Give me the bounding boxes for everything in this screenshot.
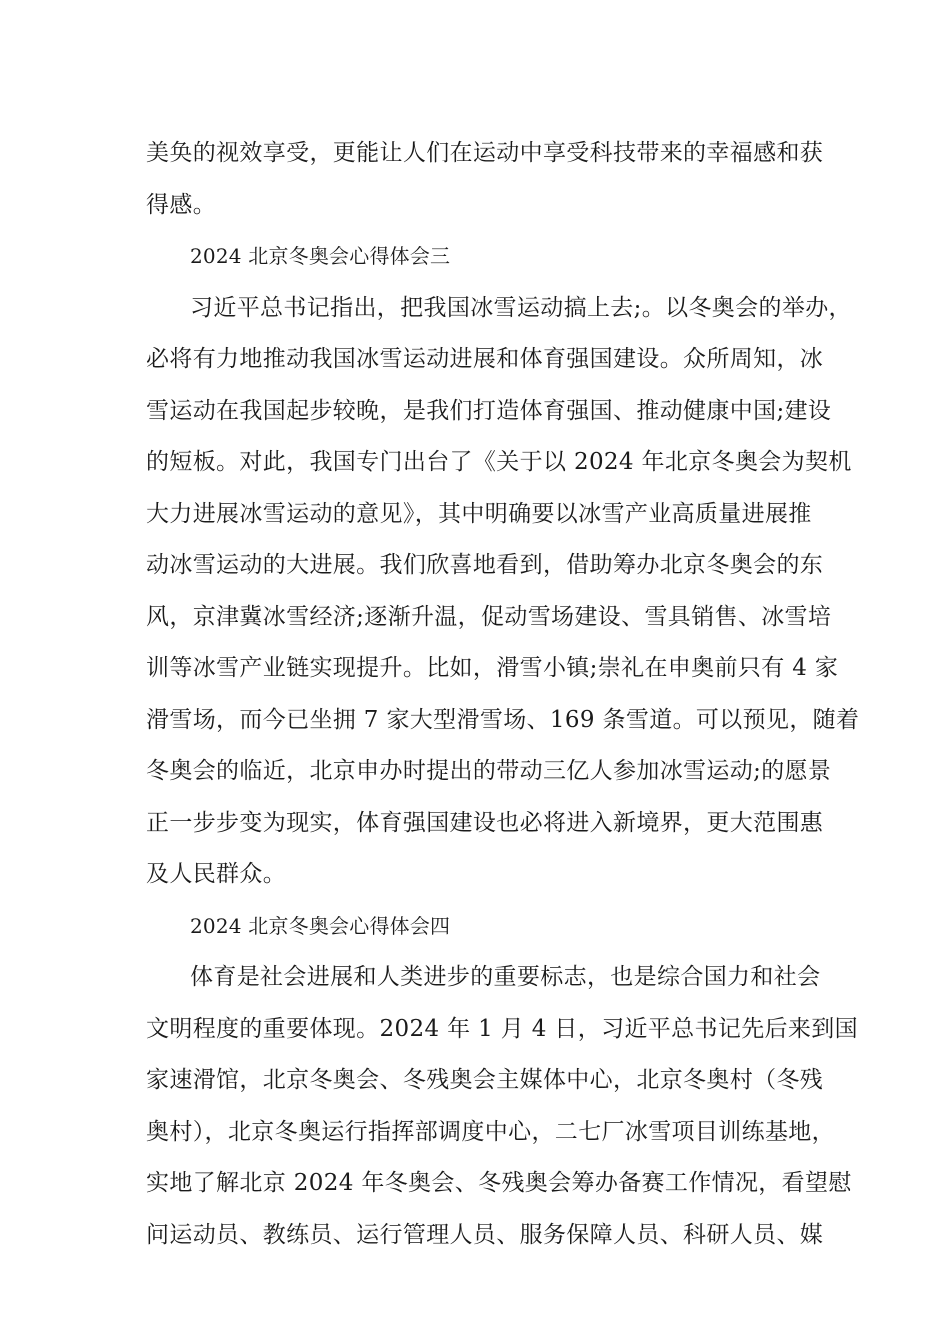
paragraph-section-3	[146, 283, 860, 901]
text-line: 实地了解北京 2024 年冬奥会、冬残奥会筹办备赛工作情况，看望慰	[146, 1170, 852, 1196]
heading-text: 2024 北京冬奥会心得体会四	[190, 913, 451, 938]
text-line: 风，京津冀冰雪经济;逐渐升温，促动雪场建设、雪具销售、冰雪培	[146, 603, 832, 630]
text-line: 雪运动在我国起步较晚，是我们打造体育强国、推动健康中国;建设	[146, 397, 832, 424]
text-line: 得感。	[146, 191, 217, 218]
text-line: 滑雪场，而今已坐拥 7 家大型滑雪场、169 条雪道。可以预见，随着	[146, 706, 860, 733]
text-line: 奥村），北京冬奥运行指挥部调度中心，二七厂冰雪项目训练基地，	[146, 1118, 835, 1145]
text-line: 动冰雪运动的大进展。我们欣喜地看到，借助筹办北京冬奥会的东	[146, 552, 824, 578]
text-line: 必将有力地推动我国冰雪运动进展和体育强国建设。众所周知，冰	[146, 346, 824, 372]
text-line: 文明程度的重要体现。2024 年 1 月 4 日，习近平总书记先后来到国	[146, 1015, 858, 1042]
text-line: 家速滑馆，北京冬奥会、冬残奥会主媒体中心，北京冬奥村（冬残	[146, 1067, 824, 1093]
text-line: 习近平总书记指出，把我国冰雪运动搞上去;。以冬奥会的举办，	[190, 294, 852, 321]
text-line: 正一步步变为现实，体育强国建设也必将进入新境界，更大范围惠	[146, 809, 824, 836]
text-line: 大力进展冰雪运动的意见》，其中明确要以冰雪产业高质量进展推	[146, 500, 812, 527]
text-line: 体育是社会进展和人类进步的重要标志，也是综合国力和社会	[190, 964, 821, 990]
text-line: 的短板。对此，我国专门出台了《关于以 2024 年北京冬奥会为契机	[146, 449, 852, 475]
section-heading-4	[146, 901, 806, 953]
section-heading-3	[146, 231, 806, 283]
text-line: 问运动员、教练员、运行管理人员、服务保障人员、科研人员、媒	[146, 1221, 824, 1248]
document-body	[146, 128, 860, 1261]
text-line: 及人民群众。	[146, 861, 287, 887]
text-line: 美奂的视效享受，更能让人们在运动中享受科技带来的幸福感和获	[146, 140, 824, 166]
text-line: 冬奥会的临近，北京申办时提出的带动三亿人参加冰雪运动;的愿景	[146, 758, 832, 784]
heading-text: 2024 北京冬奥会心得体会三	[190, 244, 451, 268]
paragraph-section-4	[146, 952, 858, 1261]
paragraph-continuation	[146, 128, 824, 231]
text-line: 训等冰雪产业链实现提升。比如，滑雪小镇;崇礼在申奥前只有 4 家	[146, 655, 839, 681]
